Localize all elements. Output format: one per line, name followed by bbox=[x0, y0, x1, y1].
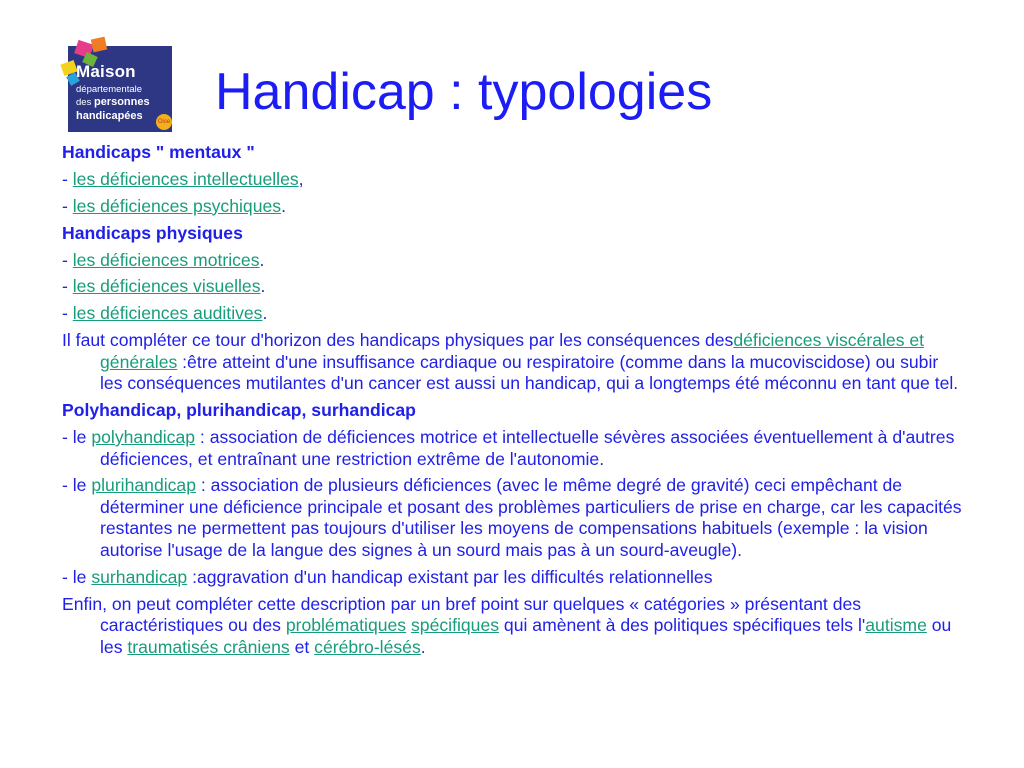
link-surhandicap[interactable]: surhandicap bbox=[91, 566, 188, 587]
link-deficiences-intellectuelles[interactable]: les déficiences intellectuelles bbox=[72, 168, 299, 189]
list-item: - les déficiences psychiques. bbox=[62, 195, 286, 216]
link-deficiences-auditives[interactable]: les déficiences auditives bbox=[72, 303, 263, 324]
link-deficiences-psychiques[interactable]: les déficiences psychiques bbox=[72, 195, 282, 216]
list-item: - les déficiences auditives. bbox=[62, 303, 268, 324]
link-deficiences-motrices[interactable]: les déficiences motrices bbox=[72, 249, 260, 270]
slide-title: Handicap : typologies bbox=[215, 63, 713, 121]
link-deficiences-visuelles[interactable]: les déficiences visuelles bbox=[72, 276, 261, 297]
paragraph-categories: Enfin, on peut compléter cette description par un bref point sur quelques « catégories » présentant des caractéristiques ou des problématiques spécifiques qui amènent à des politiques spécifiques tels l'autisme ou les traumatisés crâniens et cérébro-lésés. bbox=[62, 593, 952, 657]
logo-text-maison: Maison bbox=[76, 62, 136, 81]
logo-text-handicapees: handicapées bbox=[76, 110, 143, 122]
paragraph-polyhandicap: - le polyhandicap : association de déficiences motrice et intellectuelle sévères associées éventuellement à d'autres déficiences, et entraînant une restriction extrême de l'autonomie. bbox=[62, 427, 955, 469]
mdph-logo bbox=[62, 38, 174, 134]
list-item: - les déficiences motrices. bbox=[62, 249, 265, 270]
link-plurihandicap[interactable]: plurihandicap bbox=[91, 475, 197, 496]
logo-text-departementale: départementale bbox=[76, 84, 143, 95]
link-specifiques[interactable]: spécifiques bbox=[411, 615, 500, 636]
paragraph-plurihandicap: - le plurihandicap : association de plusieurs déficiences (avec le même degré de gravité) ceci empêchant de déterminer une déficience principale et posant des problèmes particuliers de prise en charge, car les capacités restantes ne permettent pas toujours d'utiliser les moyens de compensations habituels (exemple : la vision autorise l'usage de la langue des signes à un sourd mais pas à un sourd-aveugle). bbox=[62, 475, 962, 560]
link-problematiques[interactable]: problématiques bbox=[285, 615, 407, 636]
paragraph-surhandicap: - le surhandicap :aggravation d'un handicap existant par les difficultés relationnelles bbox=[62, 566, 713, 587]
link-cerebro-leses[interactable]: cérébro-lésés bbox=[314, 636, 421, 657]
paragraph-visceral: Il faut compléter ce tour d'horizon des handicaps physiques par les conséquences desdéficiences viscérales et générales :être atteint d'une insuffisance cardiaque ou respiratoire (comme dans la mucoviscidose) ou subir les conséquences mutilantes d'un cancer est aussi un handicap, qui a longtemps été méconnu en tant que tel. bbox=[62, 330, 959, 394]
list-item: - les déficiences visuelles. bbox=[62, 276, 266, 297]
link-autisme[interactable]: autisme bbox=[865, 615, 927, 636]
logo-text-personnes: des personnes bbox=[76, 96, 150, 108]
heading-polyhandicap: Polyhandicap, plurihandicap, surhandicap bbox=[62, 400, 416, 421]
link-polyhandicap[interactable]: polyhandicap bbox=[91, 427, 196, 448]
link-deficiences-viscerales[interactable]: déficiences viscérales et générales bbox=[100, 330, 925, 372]
list-item: - les déficiences intellectuelles, bbox=[62, 168, 304, 189]
heading-mental: Handicaps " mentaux " bbox=[62, 142, 255, 162]
oise-seal-icon: Oise bbox=[156, 114, 172, 130]
heading-physical: Handicaps physiques bbox=[62, 222, 243, 243]
link-traumatises-craniens[interactable]: traumatisés crâniens bbox=[127, 636, 290, 657]
slide-body bbox=[62, 142, 962, 664]
